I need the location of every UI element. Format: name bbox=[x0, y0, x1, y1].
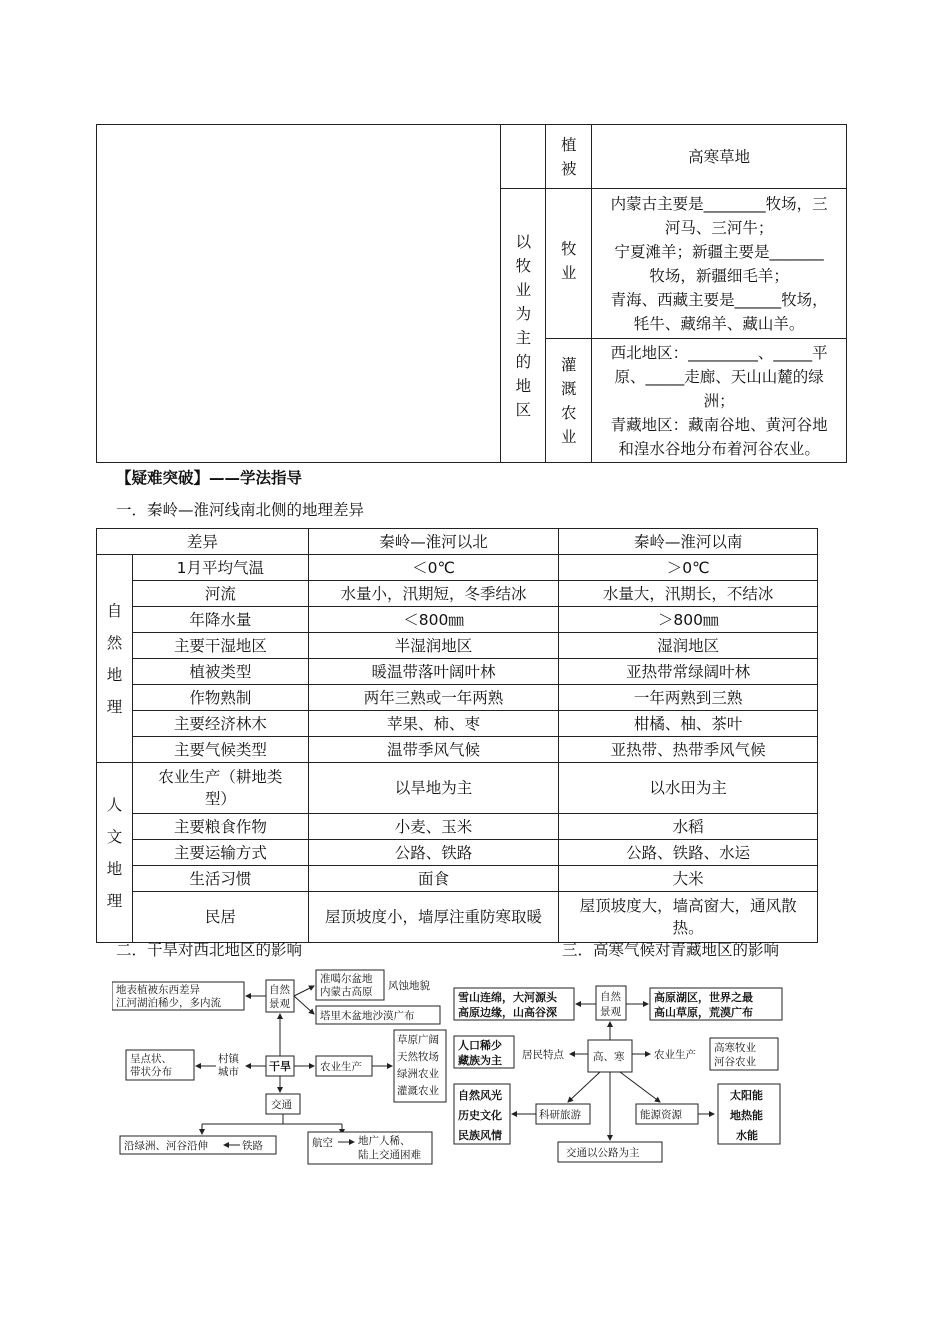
table-cell: 暖温带落叶阔叶林 bbox=[308, 659, 559, 685]
qt-agri: 农业生产 bbox=[654, 1049, 696, 1061]
qt-energy-item: 水能 bbox=[736, 1129, 758, 1142]
table-cell: 1月平均气温 bbox=[132, 555, 308, 581]
subheading-northwest: 二．干旱对西北地区的影响 bbox=[116, 941, 303, 959]
table-cell: 主要粮食作物 bbox=[132, 814, 308, 840]
nw-natural-rt-2: 内蒙古高原 bbox=[320, 986, 373, 998]
subheading-qinghai-tibet: 三．高寒气候对青藏地区的影响 bbox=[562, 941, 780, 959]
empty-left-cell bbox=[97, 125, 501, 463]
qt-tourism: 科研旅游 bbox=[539, 1109, 581, 1121]
table-cell: 柑橘、柚、茶叶 bbox=[559, 711, 818, 737]
table-cell: 两年三熟或一年两熟 bbox=[308, 685, 559, 711]
group-human: 人 文 地 理 bbox=[97, 763, 133, 943]
table-cell: 面食 bbox=[308, 866, 559, 892]
table-cell: ＜0℃ bbox=[308, 555, 559, 581]
nw-settle-left-2: 带状分布 bbox=[130, 1066, 172, 1078]
qt-energy-item: 地热能 bbox=[730, 1109, 763, 1122]
table-cell: 水量大，汛期长，不结冰 bbox=[559, 581, 818, 607]
label-irrigation: 灌 溉 农 业 bbox=[546, 339, 592, 463]
nw-transport: 交通 bbox=[271, 1099, 292, 1111]
table-cell: 河流 bbox=[132, 581, 308, 607]
label-vegetation: 植 被 bbox=[546, 125, 592, 189]
irrigation-content: 西北地区：_________、_____平 原、_____走廊、天山山麓的绿 洲； 青藏地区：藏南谷地、黄河谷地 和湟水谷地分布着河谷农业。 bbox=[592, 339, 847, 463]
table-cell: ＞800㎜ bbox=[559, 607, 818, 633]
qt-natural-right-2: 高山草原，荒漠广布 bbox=[654, 1006, 753, 1019]
qt-agri-item: 河谷农业 bbox=[714, 1056, 756, 1068]
table-cell: 大米 bbox=[559, 866, 818, 892]
qt-transport: 交通以公路为主 bbox=[566, 1147, 640, 1159]
table-cell: 湿润地区 bbox=[559, 633, 818, 659]
table-cell: 生活习惯 bbox=[132, 866, 308, 892]
table-cell: ＜800㎜ bbox=[308, 607, 559, 633]
nw-natural-1: 自然 bbox=[269, 984, 290, 996]
nw-wind-erosion: 风蚀地貌 bbox=[388, 980, 430, 992]
qt-tourism-item: 历史文化 bbox=[458, 1109, 502, 1122]
qt-natural-left-1: 雪山连绵，大河源头 bbox=[458, 991, 557, 1004]
qt-residents-item: 藏族为主 bbox=[458, 1054, 502, 1067]
qt-residents-item: 人口稀少 bbox=[458, 1039, 502, 1052]
nw-settle-1: 村镇 bbox=[218, 1053, 239, 1065]
qt-energy: 能源资源 bbox=[640, 1109, 682, 1121]
table-cell: 亚热带、热带季风气候 bbox=[559, 737, 818, 763]
table-cell: 水稻 bbox=[559, 814, 818, 840]
nw-agri: 农业生产 bbox=[320, 1061, 362, 1073]
header-difference: 差异 bbox=[97, 529, 309, 555]
nw-settle-2: 城市 bbox=[218, 1066, 239, 1078]
table-cell: 主要经济林木 bbox=[132, 711, 308, 737]
qt-natural-2: 景观 bbox=[600, 1006, 621, 1018]
qt-center: 高、寒 bbox=[593, 1051, 625, 1063]
subheading-qinling: 一．秦岭—淮河线南北侧的地理差异 bbox=[116, 501, 365, 519]
table-cell: 年降水量 bbox=[132, 607, 308, 633]
nw-agri-item: 灌溉农业 bbox=[397, 1085, 439, 1097]
nw-natural-left-2: 江河湖泊稀少，多内流 bbox=[116, 997, 221, 1009]
table-cell: 水量小，汛期短，冬季结冰 bbox=[308, 581, 559, 607]
region-label-pastoral: 以 牧 业 为 主 的 地 区 bbox=[501, 189, 546, 463]
table-cell: 公路、铁路、水运 bbox=[559, 840, 818, 866]
table-cell: 农业生产（耕地类型） bbox=[132, 763, 308, 814]
qt-tourism-item: 民族风情 bbox=[458, 1129, 502, 1142]
nw-air-reason-2: 陆上交通困难 bbox=[358, 1149, 421, 1161]
table-cell: 主要气候类型 bbox=[132, 737, 308, 763]
qt-tourism-item: 自然风光 bbox=[458, 1089, 502, 1102]
qt-natural-right-1: 高原湖区，世界之最 bbox=[654, 991, 753, 1004]
vegetation-content: 高寒草地 bbox=[592, 125, 847, 189]
nw-natural-2: 景观 bbox=[269, 998, 290, 1010]
qt-residents: 居民特点 bbox=[522, 1049, 564, 1061]
nw-railway: 铁路 bbox=[242, 1140, 263, 1152]
nw-natural-left-1: 地表植被东西差异 bbox=[116, 984, 200, 996]
table-cell: 小麦、玉米 bbox=[308, 814, 559, 840]
table-cell: 以旱地为主 bbox=[308, 763, 559, 814]
group-natural: 自 然 地 理 bbox=[97, 555, 133, 763]
top-agriculture-table bbox=[96, 124, 847, 463]
table-cell: 以水田为主 bbox=[559, 763, 818, 814]
table-cell: 屋顶坡度大，墙高窗大，通风散热。 bbox=[559, 892, 818, 943]
section-heading: 【疑难突破】——学法指导 bbox=[116, 469, 303, 487]
qt-natural-1: 自然 bbox=[600, 991, 621, 1003]
nw-center: 干旱 bbox=[269, 1060, 291, 1073]
nw-transport-left: 沿绿洲、河谷沿伸 bbox=[124, 1140, 208, 1152]
table-cell: 屋顶坡度小，墙厚注重防寒取暖 bbox=[308, 892, 559, 943]
diagram-qinghai-tibet bbox=[450, 976, 790, 1170]
table-cell: 亚热带常绿阔叶林 bbox=[559, 659, 818, 685]
nw-settle-left-1: 呈点状、 bbox=[130, 1053, 172, 1065]
table-cell: 苹果、柿、枣 bbox=[308, 711, 559, 737]
table-cell: 民居 bbox=[132, 892, 308, 943]
table-cell: 一年两熟到三熟 bbox=[559, 685, 818, 711]
table-cell: 主要运输方式 bbox=[132, 840, 308, 866]
nw-air-reason-1: 地广人稀、 bbox=[358, 1135, 411, 1147]
qt-energy-item: 太阳能 bbox=[730, 1089, 763, 1102]
nw-agri-item: 草原广阔 bbox=[397, 1034, 439, 1046]
diagram-northwest bbox=[112, 966, 452, 1176]
nw-natural-rt-1: 准噶尔盆地 bbox=[320, 973, 373, 985]
nw-agri-item: 绿洲农业 bbox=[397, 1068, 439, 1080]
nw-agri-item: 天然牧场 bbox=[397, 1051, 439, 1063]
empty-region-cell bbox=[501, 125, 546, 189]
table-cell: ＞0℃ bbox=[559, 555, 818, 581]
table-cell: 温带季风气候 bbox=[308, 737, 559, 763]
qt-natural-left-2: 高原边缘，山高谷深 bbox=[458, 1006, 557, 1019]
table-cell: 主要干湿地区 bbox=[132, 633, 308, 659]
table-cell: 植被类型 bbox=[132, 659, 308, 685]
qinling-huaihe-table bbox=[96, 528, 818, 943]
header-north: 秦岭—淮河以北 bbox=[308, 529, 559, 555]
header-south: 秦岭—淮河以南 bbox=[559, 529, 818, 555]
table-cell: 公路、铁路 bbox=[308, 840, 559, 866]
pasture-content: 内蒙古主要是________牧场，三 河马、三河牛； 宁夏滩羊；新疆主要是_______ 牧场，新疆细毛羊； 青海、西藏主要是______牧场， 牦牛、藏绵羊、藏山羊。 bbox=[592, 189, 847, 339]
label-pasture: 牧 业 bbox=[546, 189, 592, 339]
qt-agri-item: 高寒牧业 bbox=[714, 1042, 756, 1054]
nw-natural-rb: 塔里木盆地沙漠广布 bbox=[320, 1010, 415, 1022]
table-cell: 作物熟制 bbox=[132, 685, 308, 711]
nw-air: 航空 bbox=[312, 1137, 333, 1149]
table-cell: 半湿润地区 bbox=[308, 633, 559, 659]
